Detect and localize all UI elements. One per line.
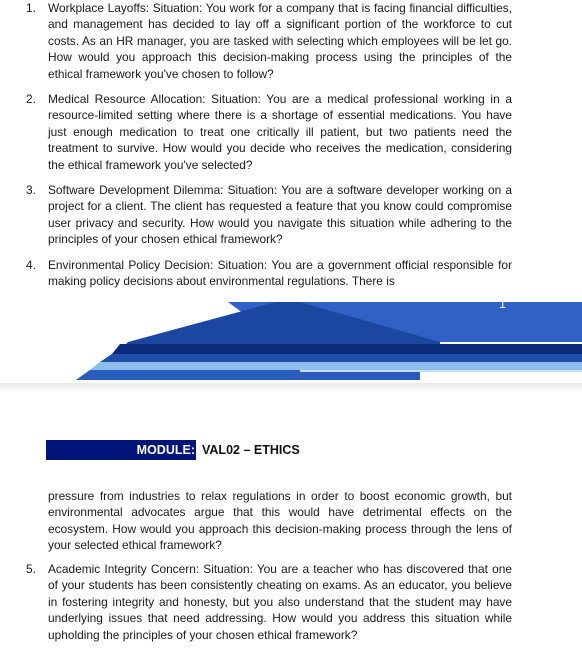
- module-label-bar: [46, 440, 196, 460]
- question-number: 5.: [26, 562, 36, 576]
- module-header: [46, 440, 300, 460]
- footer-light-line: [300, 370, 582, 372]
- page-separator: [0, 383, 582, 393]
- question-item-5: [26, 561, 512, 643]
- question-item-1: [26, 0, 512, 82]
- question-text: Workplace Layoffs: Situation: You work for a company that is facing financial difficulties, and management has decided to lay off a significant portion of the workforce to cut costs. As an HR manager, you are tasked with selecting which employees will be let go. How would you approach this decision-making process using the principles of the ethical framework you've chosen to follow?: [48, 1, 512, 81]
- page-footer-decoration: [0, 282, 582, 382]
- question-4-continuation: pressure from industries to relax regulations in order to boost economic growth, but environmental advocates argue that this would have detrimental effects on the ecosystem. How would you approach this decision-making process through the lens of your selected ethical framework?: [48, 489, 512, 553]
- module-code: VAL02 – ETHICS: [202, 443, 300, 457]
- question-text: Environmental Policy Decision: Situation: You are a government official responsible for making policy decisions about environmental regulations. There is: [48, 257, 512, 289]
- module-label: MODULE:: [136, 443, 195, 457]
- question-number: 2.: [26, 92, 36, 107]
- footer-band-dark-wide: [100, 354, 582, 362]
- page-number: 1: [499, 297, 506, 311]
- footer-band-navy: [112, 344, 582, 354]
- question-number: 4.: [26, 257, 36, 272]
- question-text: Medical Resource Allocation: Situation: You are a medical professional working in a resource-limited setting where there is a shortage of essential medications. You have just enough medication to treat one critically ill patient, but two patients need the treatment to survive. How would you decide who receives the medication, considering the ethical framework you've selected?: [48, 92, 512, 172]
- question-number: 3.: [26, 183, 36, 198]
- question-item-3: [26, 182, 512, 248]
- question-text: Academic Integrity Concern: Situation: You are a teacher who has discovered that one of your students has been consistently cheating on exams. As an educator, you believe in fostering integrity and honesty, but you also understand that the student may have underlying issues that need addressing. How would you address this situation while upholding the principles of your chosen ethical framework?: [48, 562, 512, 642]
- question-text: Software Development Dilemma: Situation: You are a software developer working on a project for a client. The client has requested a feature that you know could compromise user privacy and security. How would you navigate this situation while adhering to the principles of your chosen ethical framework?: [48, 183, 512, 247]
- question-list-bottom: [26, 561, 512, 643]
- footer-band-light-stripe: [90, 362, 582, 370]
- question-list-top: [26, 0, 512, 290]
- question-item-2: [26, 91, 512, 173]
- question-number: 1.: [26, 1, 36, 15]
